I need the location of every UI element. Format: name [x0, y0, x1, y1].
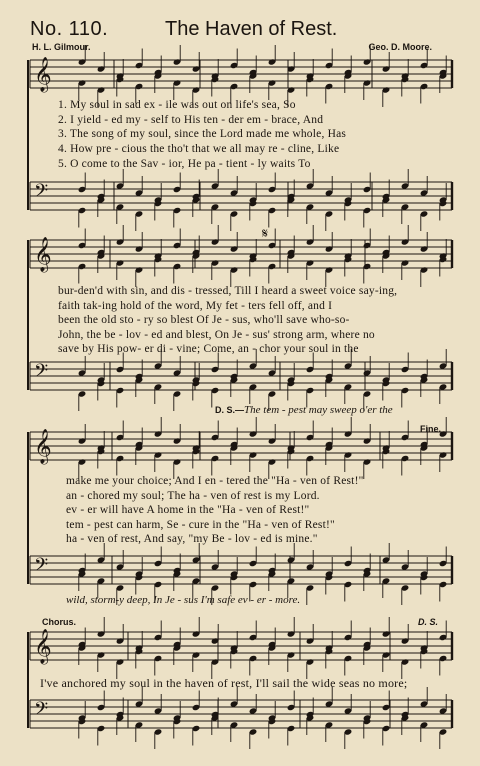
lyric-verse-5: save by His pow- er di - vine; Come, an - chor your soul in the	[58, 343, 359, 355]
lyric-verse-4: John, the be - lov - ed and blest, On Je - sus' strong arm, where no	[58, 329, 375, 341]
ds-text-line: wild, storm-y deep, In Je - sus I'm safe ev - er - more.	[66, 594, 301, 606]
lyric-verse-2: 2. I yield - ed my - self to His ten - der em - brace, And	[58, 114, 324, 126]
segno-icon: 𝄋	[262, 226, 269, 242]
chorus-lyric: I've anchored my soul in the haven of rest, I'll sail the wide seas no more;	[40, 676, 408, 690]
treble-clef-icon: 𝄞	[34, 237, 52, 272]
composer-credit: Geo. D. Moore.	[368, 42, 432, 52]
treble-clef-icon: 𝄞	[34, 57, 52, 92]
lyric-verse-2: an - chored my soul; The ha - ven of rest is my Lord.	[66, 490, 320, 502]
lyric-verse-1: bur-den'd with sin, and dis - tressed, Till I heard a sweet voice say-ing,	[58, 285, 398, 297]
treble-clef-icon: 𝄞	[34, 629, 52, 664]
lyric-verse-5: ha - ven of rest, And say, "my Be - lov - ed is mine."	[66, 533, 318, 545]
ds-text: The tem - pest may sweep o'er the	[244, 404, 393, 416]
lyric-verse-5: 5. O come to the Sav - ior, He pa - tient - ly waits To	[58, 158, 311, 170]
ds-label: D. S.—	[215, 405, 245, 415]
bass-clef-icon: 𝄢	[34, 555, 49, 580]
ds-marker: D. S.	[418, 617, 439, 627]
lyric-verse-3: been the old sto - ry so blest Of Je - sus, who'll save who-so-	[58, 314, 350, 326]
lyric-verse-4: 4. How pre - cious the tho't that we all may re - cline, Like	[58, 143, 340, 155]
fine-marker: Fine.	[420, 424, 442, 434]
chorus-label: Chorus.	[42, 617, 77, 627]
lyric-verse-4: tem - pest can harm, Se - cure in the "Ha - ven of Rest!"	[66, 519, 335, 531]
treble-clef-icon: 𝄞	[34, 429, 52, 464]
lyric-verse-1: 1. My soul in sad ex - ile was out on life's sea, So	[58, 99, 296, 111]
lyricist-credit: H. L. Gilmour.	[32, 42, 91, 52]
lyric-verse-3: 3. The song of my soul, since the Lord made me whole, Has	[58, 128, 347, 140]
hymn-title: The Haven of Rest.	[165, 18, 338, 40]
lyric-verse-1: make me your choice; And I en - tered the "Ha - ven of Rest!"	[66, 475, 364, 487]
lyric-verse-2: faith tak-ing hold of the word, My fet - ters fell off, and I	[58, 300, 333, 312]
bass-clef-icon: 𝄢	[34, 361, 49, 386]
bass-clef-icon: 𝄢	[34, 699, 49, 724]
hymn-number: No. 110.	[30, 18, 109, 40]
bass-clef-icon: 𝄢	[34, 181, 49, 206]
lyric-verse-3: ev - er will have A home in the "Ha - ven of Rest!"	[66, 504, 310, 516]
ds-line	[215, 404, 393, 416]
